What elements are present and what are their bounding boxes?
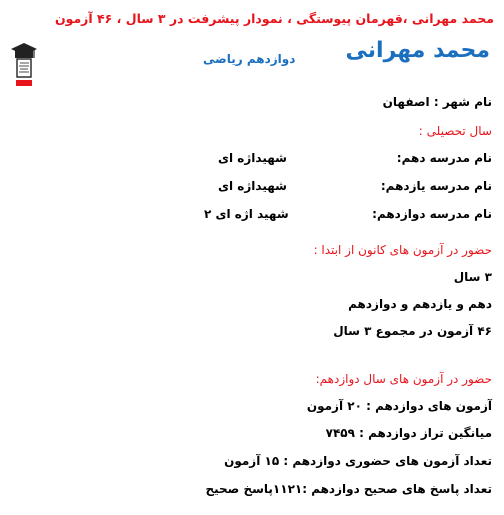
kanoon-line: دهم و یازدهم و دوازدهم xyxy=(348,297,492,311)
school-grade10-label: نام مدرسه دهم: xyxy=(396,151,492,165)
page-headline: محمد مهرانی ،قهرمان پیوستگی ، نمودار پیشرفت در ۳ سال ، ۴۶ آزمون xyxy=(54,11,494,26)
grade-label: دوازدهم ریاضی xyxy=(203,52,296,66)
school-grade11-value: شهیداژه ای xyxy=(218,179,287,193)
grade12-line: تعداد پاسخ های صحیح دوازدهم :۱۱۲۱پاسخ صحیح xyxy=(205,482,492,496)
student-name: محمد مهرانی xyxy=(345,38,490,63)
kanoon-attendance-title: حضور در آزمون های کانون از ابتدا : xyxy=(313,243,492,257)
kanoon-line: ۳ سال xyxy=(453,270,492,284)
school-grade12-label: نام مدرسه دوازدهم: xyxy=(372,207,492,221)
school-grade12-value: شهید اژه ای ۲ xyxy=(204,207,289,221)
academic-year-title: سال تحصیلی : xyxy=(418,124,492,138)
grade12-line: میانگین تراز دوازدهم : ۷۴۵۹ xyxy=(325,426,492,440)
grade12-line: تعداد آزمون های حضوری دوازدهم : ۱۵ آزمون xyxy=(224,454,492,468)
kanoon-line: ۴۶ آزمون در مجموع ۳ سال xyxy=(333,324,492,338)
school-grade10-value: شهیداژه ای xyxy=(218,151,287,165)
grade12-attendance-title: حضور در آزمون های سال دوازدهم: xyxy=(315,372,492,386)
school-grade11-label: نام مدرسه یازدهم: xyxy=(380,179,492,193)
kanoon-logo xyxy=(10,42,38,90)
city-line: نام شهر : اصفهان xyxy=(382,95,492,109)
grade12-line: آزمون های دوازدهم : ۲۰ آزمون xyxy=(306,399,492,413)
